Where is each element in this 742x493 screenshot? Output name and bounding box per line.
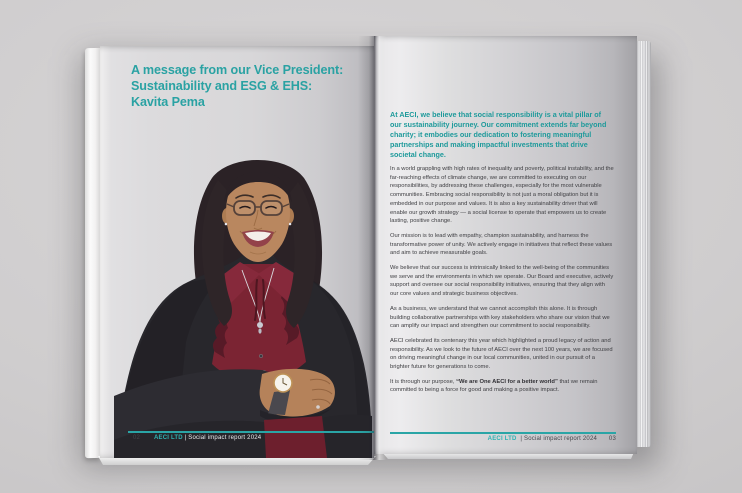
message-body [390,110,614,401]
page-number: 02 [133,435,141,441]
left-page [100,46,374,458]
left-page-footer [133,435,261,441]
right-page-stack-edge [636,41,651,447]
paragraph-2: Our mission is to lead with empathy, champion sustainability, and harness the transformative power of unity. We actively engage in initiatives that reflect these values and aim to achieve measurable goals. [390,232,613,257]
right-page-footer [390,436,616,442]
report-title: | Social impact report 2024 [184,435,262,441]
purpose-quote: “We are One AECI for a better world” [456,378,558,385]
intro-paragraph: At AECI, we believe that social responsibility is a vital pillar of our sustainability journey. Our commitment extends far beyond charity; it embodies our dedication to fostering meaningful partnerships and making impactful investments that drive societal change. [390,110,607,159]
closing-prefix: It is through our purpose, [390,378,457,385]
heading-line-1: A message from our Vice President: [131,63,344,77]
paragraph-1: In a world grappling with high rates of inequality and poverty, political instability, and the far-reaching effects of climate change, we are committed to executing on our responsibilities, by addressing these challenges, especially for the most vulnerable communities. Embracing social responsibility is not just a moral obligation but it is embedded in our purpose and values. It is also a key sustainability driver that will enable our growth strategy — a social license to operate that empowers us to create lasting, positive change. [390,166,614,225]
paragraph-4: As a business, we understand that we cannot accomplish this alone. It is through building collaborative partnerships with key stakeholders who share our vision that we can amplify our impact and strengthen our commitment to social responsibility. [390,305,610,330]
brand-name: AECI LTD [487,436,517,442]
report-spread [86,36,652,460]
heading-line-3: Kavita Pema [131,95,205,109]
footer-rule [128,431,374,433]
right-page [374,36,637,454]
brand-name: AECI LTD [153,435,183,441]
paragraph-3: We believe that our success is intrinsically linked to the well-being of the communities we serve and the environments in which we operate. Our Board and executive, actively support and oversee our social responsibility initiatives, ensuring that they align with our core values and strategic business objectives. [390,265,614,298]
closing-paragraph [390,378,614,395]
page-number: 03 [608,436,616,442]
heading-line-2: Sustainability and ESG & EHS: [131,79,313,93]
closing-suffix: that we remain committed to being a force for good and making a positive impact. [390,378,598,394]
ring [316,405,320,409]
paragraph-5: AECI celebrated its centenary this year which highlighted a proud legacy of action and responsibility. As we look to the future of AECI over the next 100 years, we are focused on driving meaningful change in our local communities, united in our pursuit of a brighter future for generations to come. [390,337,613,371]
report-title: | Social impact report 2024 [520,436,598,442]
left-page-stack-edge [85,48,100,458]
page-title [131,62,343,110]
footer-rule [390,432,616,434]
vice-president-portrait [114,152,374,458]
